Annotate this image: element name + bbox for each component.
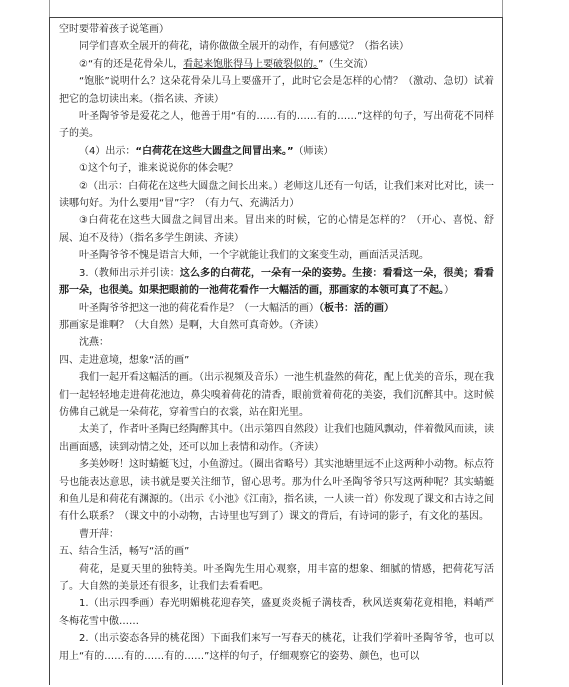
paragraph-bold-quote	[59, 143, 494, 160]
paragraph-part: 3.（教师出示并引读：	[79, 267, 180, 279]
bold-read-text: 这么多的白荷花，一朵有一朵的姿势。生接：看看这一朵，很美；看看那一朵，也很美。如果把眼前的一池荷花看作一大幅活的画，那画家的本领可真了不起。	[59, 267, 494, 297]
paragraph: 同学们喜欢全展开的荷花，请你做做全展开的动作，有何感觉？（指名读）	[79, 41, 409, 53]
section-heading: 五、结合生活，畅写“活的画”	[59, 546, 190, 558]
paragraph: 叶圣陶爷爷是爱花之人，他善于用“有的……有的……有的……”这样的句子，写出荷花不同样子的美。	[59, 111, 494, 140]
paragraph: 1.（出示四季画）春光明媚桃花迎春笑，盛夏炎炎栀子满枝香，秋风送爽菊花竟相艳，料峭严冬梅花雪中傲……	[59, 598, 494, 627]
underlined-phrase: 看起来饱胀得马上要破裂似的。	[183, 58, 319, 70]
speaker-name: 沈燕：	[79, 337, 109, 349]
paragraph-bold-read	[59, 265, 494, 300]
section-heading: 四、走进意境，想象“活的画”	[59, 354, 190, 366]
paragraph: 我们一起开看这幅活的画。（出示视频及音乐）一池生机盎然的荷花，配上优美的音乐，现在我们一起轻轻地走进荷花池边，鼻尖嗅着荷花的清香，眼前赏着荷花的美姿，我们沉醉其中。这时候仿佛自己就是一朵荷花，穿着雪白的衣裳，站在阳光里。	[59, 372, 494, 418]
paragraph-part: ”（生交流）	[318, 58, 374, 70]
paragraph-part: ）	[444, 285, 454, 297]
document-page	[49, 17, 503, 685]
bold-quote: “白荷花在这些大圆盘之间冒出来。”	[135, 145, 294, 157]
blackboard-note: （板书：活的画）	[319, 302, 394, 314]
paragraph: 那画家是谁啊？（大自然）是啊，大自然可真奇妙。（齐读）	[59, 319, 324, 331]
paragraph-blackboard	[59, 300, 494, 317]
paragraph: “饱胀”说明什么？这朵花骨朵儿马上要盛开了，此时它会是怎样的心情？（激动、急切）试着把它的急切读出来。（指名读、齐读）	[59, 76, 494, 105]
paragraph: 荷花，是夏天里的独特美。叶圣陶先生用心观察，用丰富的想象、细腻的情感，把荷花写活了。大自然的美景还有很多，让我们去看看吧。	[59, 563, 494, 592]
paragraph-part: （4）出示：	[79, 145, 136, 157]
paragraph: ①这个句子，谁来说说你的体会呢？	[79, 163, 238, 175]
crop-mark-left	[49, 0, 50, 17]
paragraph-part: ②“有的还是花骨朵儿，	[79, 58, 184, 70]
paragraph-part: 叶圣陶爷爷把这一池的荷花看作是？（一大幅活的画）	[79, 302, 319, 314]
paragraph-underlined	[59, 56, 494, 73]
crop-mark-right	[502, 0, 503, 17]
paragraph: 多美妙呀！这时蜻蜓飞过，小鱼游过。（圈出省略号）其实池塘里远不止这两种小动物。标点符号也能表达意思，读书就是要关注细节，留心思考。那为什么叶圣陶爷爷只写这两种呢？其实蜻蜓和鱼儿是和荷花有渊源的。（出示《小池》《江南》，指名读，一人读一首）你发现了课文和古诗之间有什么联系？（课文中的小动物，古诗里也写到了）课文的背后，有诗词的影子，有文化的基因。	[59, 459, 494, 523]
paragraph: 2.（出示姿态各异的桃花图）下面我们来写一写春天的桃花，让我们学着叶圣陶爷爷，也可以用上“有的……有的……有的……”这样的句子，仔细观察它的姿势、颜色，也可以	[59, 633, 494, 662]
paragraph-part: （师读）	[293, 145, 334, 157]
paragraph: 叶圣陶爷爷不愧是语言大师，一个字就能让我们的文案变生动，画面活灵活现。	[79, 250, 429, 262]
paragraph: 太美了，作者叶圣陶已经陶醉其中。（出示第四自然段）让我们也随风飘动，伴着微风而读，读出画面感，读到动情之处，还可以加上表情和动作。（齐读）	[59, 424, 494, 453]
speaker-name: 曹开萍：	[79, 528, 119, 540]
paragraph: 空时要带着孩子说笔画）	[59, 24, 169, 35]
paragraph: ②（出示：白荷花在这些大圆盘之间长出来。）老师这儿还有一句话，让我们来对比对比，读一读哪句好。为什么要用“冒”字？（有力气、充满活力）	[59, 180, 494, 210]
paragraph: ③白荷花在这些大圆盘之间冒出来。冒出来的时候，它的心情是怎样的？（开心、喜悦、舒展、迫不及待）（指名多学生朗读、齐读）	[59, 215, 494, 244]
